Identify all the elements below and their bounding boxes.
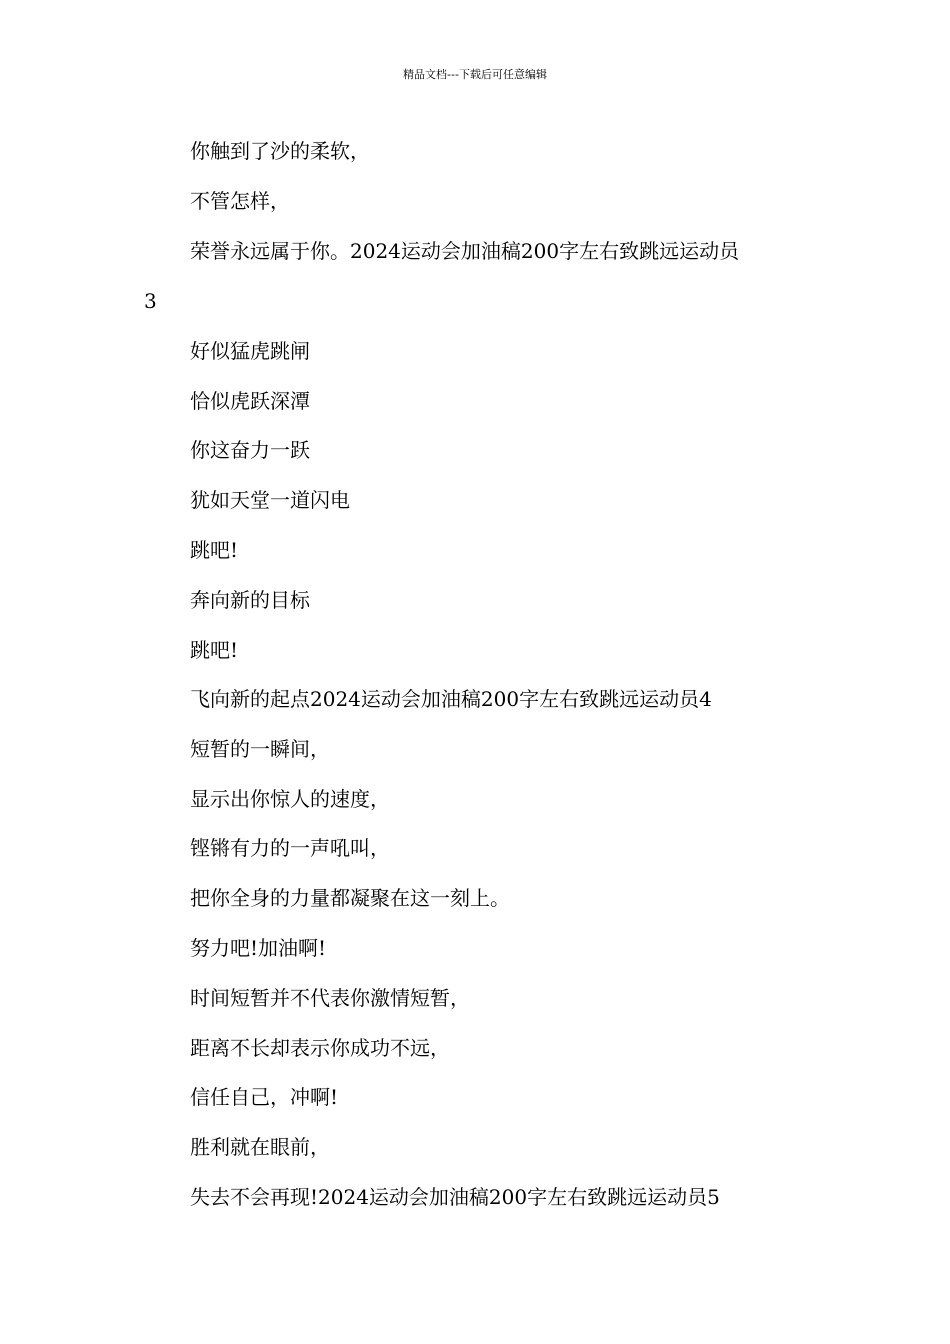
text-line: 奔向新的目标 [190, 588, 310, 612]
text-line: 时间短暂并不代表你激情短暂， [190, 986, 470, 1010]
text-line: 你这奋力一跃 [190, 438, 310, 462]
text-line: 显示出你惊人的速度， [190, 787, 390, 811]
text-line: 跳吧! [190, 538, 239, 562]
text-line: 不管怎样， [190, 189, 290, 213]
text-line: 把你全身的力量都凝聚在这一刻上。 [190, 886, 510, 910]
text-line: 努力吧!加油啊! [190, 936, 327, 960]
text-line: 短暂的一瞬间， [190, 737, 330, 761]
text-line: 犹如天堂一道闪电 [190, 488, 350, 512]
text-line: 铿锵有力的一声吼叫， [190, 836, 390, 860]
text-line: 恰似虎跃深潭 [190, 389, 310, 413]
text-line: 跳吧! [190, 638, 239, 662]
text-line: 距离不长却表示你成功不远， [190, 1036, 450, 1060]
page-header: 精品文档---下载后可任意编辑 [403, 68, 547, 81]
text-line: 胜利就在眼前， [190, 1135, 330, 1159]
text-line: 失去不会再现!2024运动会加油稿200字左右致跳远运动员5 [190, 1185, 720, 1209]
text-line: 荣誉永远属于你。2024运动会加油稿200字左右致跳远运动员 [190, 239, 740, 263]
text-line: 飞向新的起点2024运动会加油稿200字左右致跳远运动员4 [190, 687, 712, 711]
text-line: 3 [144, 289, 157, 313]
text-line: 你触到了沙的柔软， [190, 139, 370, 163]
text-line: 信任自己，冲啊! [190, 1085, 339, 1109]
text-line: 好似猛虎跳闸 [190, 339, 310, 363]
